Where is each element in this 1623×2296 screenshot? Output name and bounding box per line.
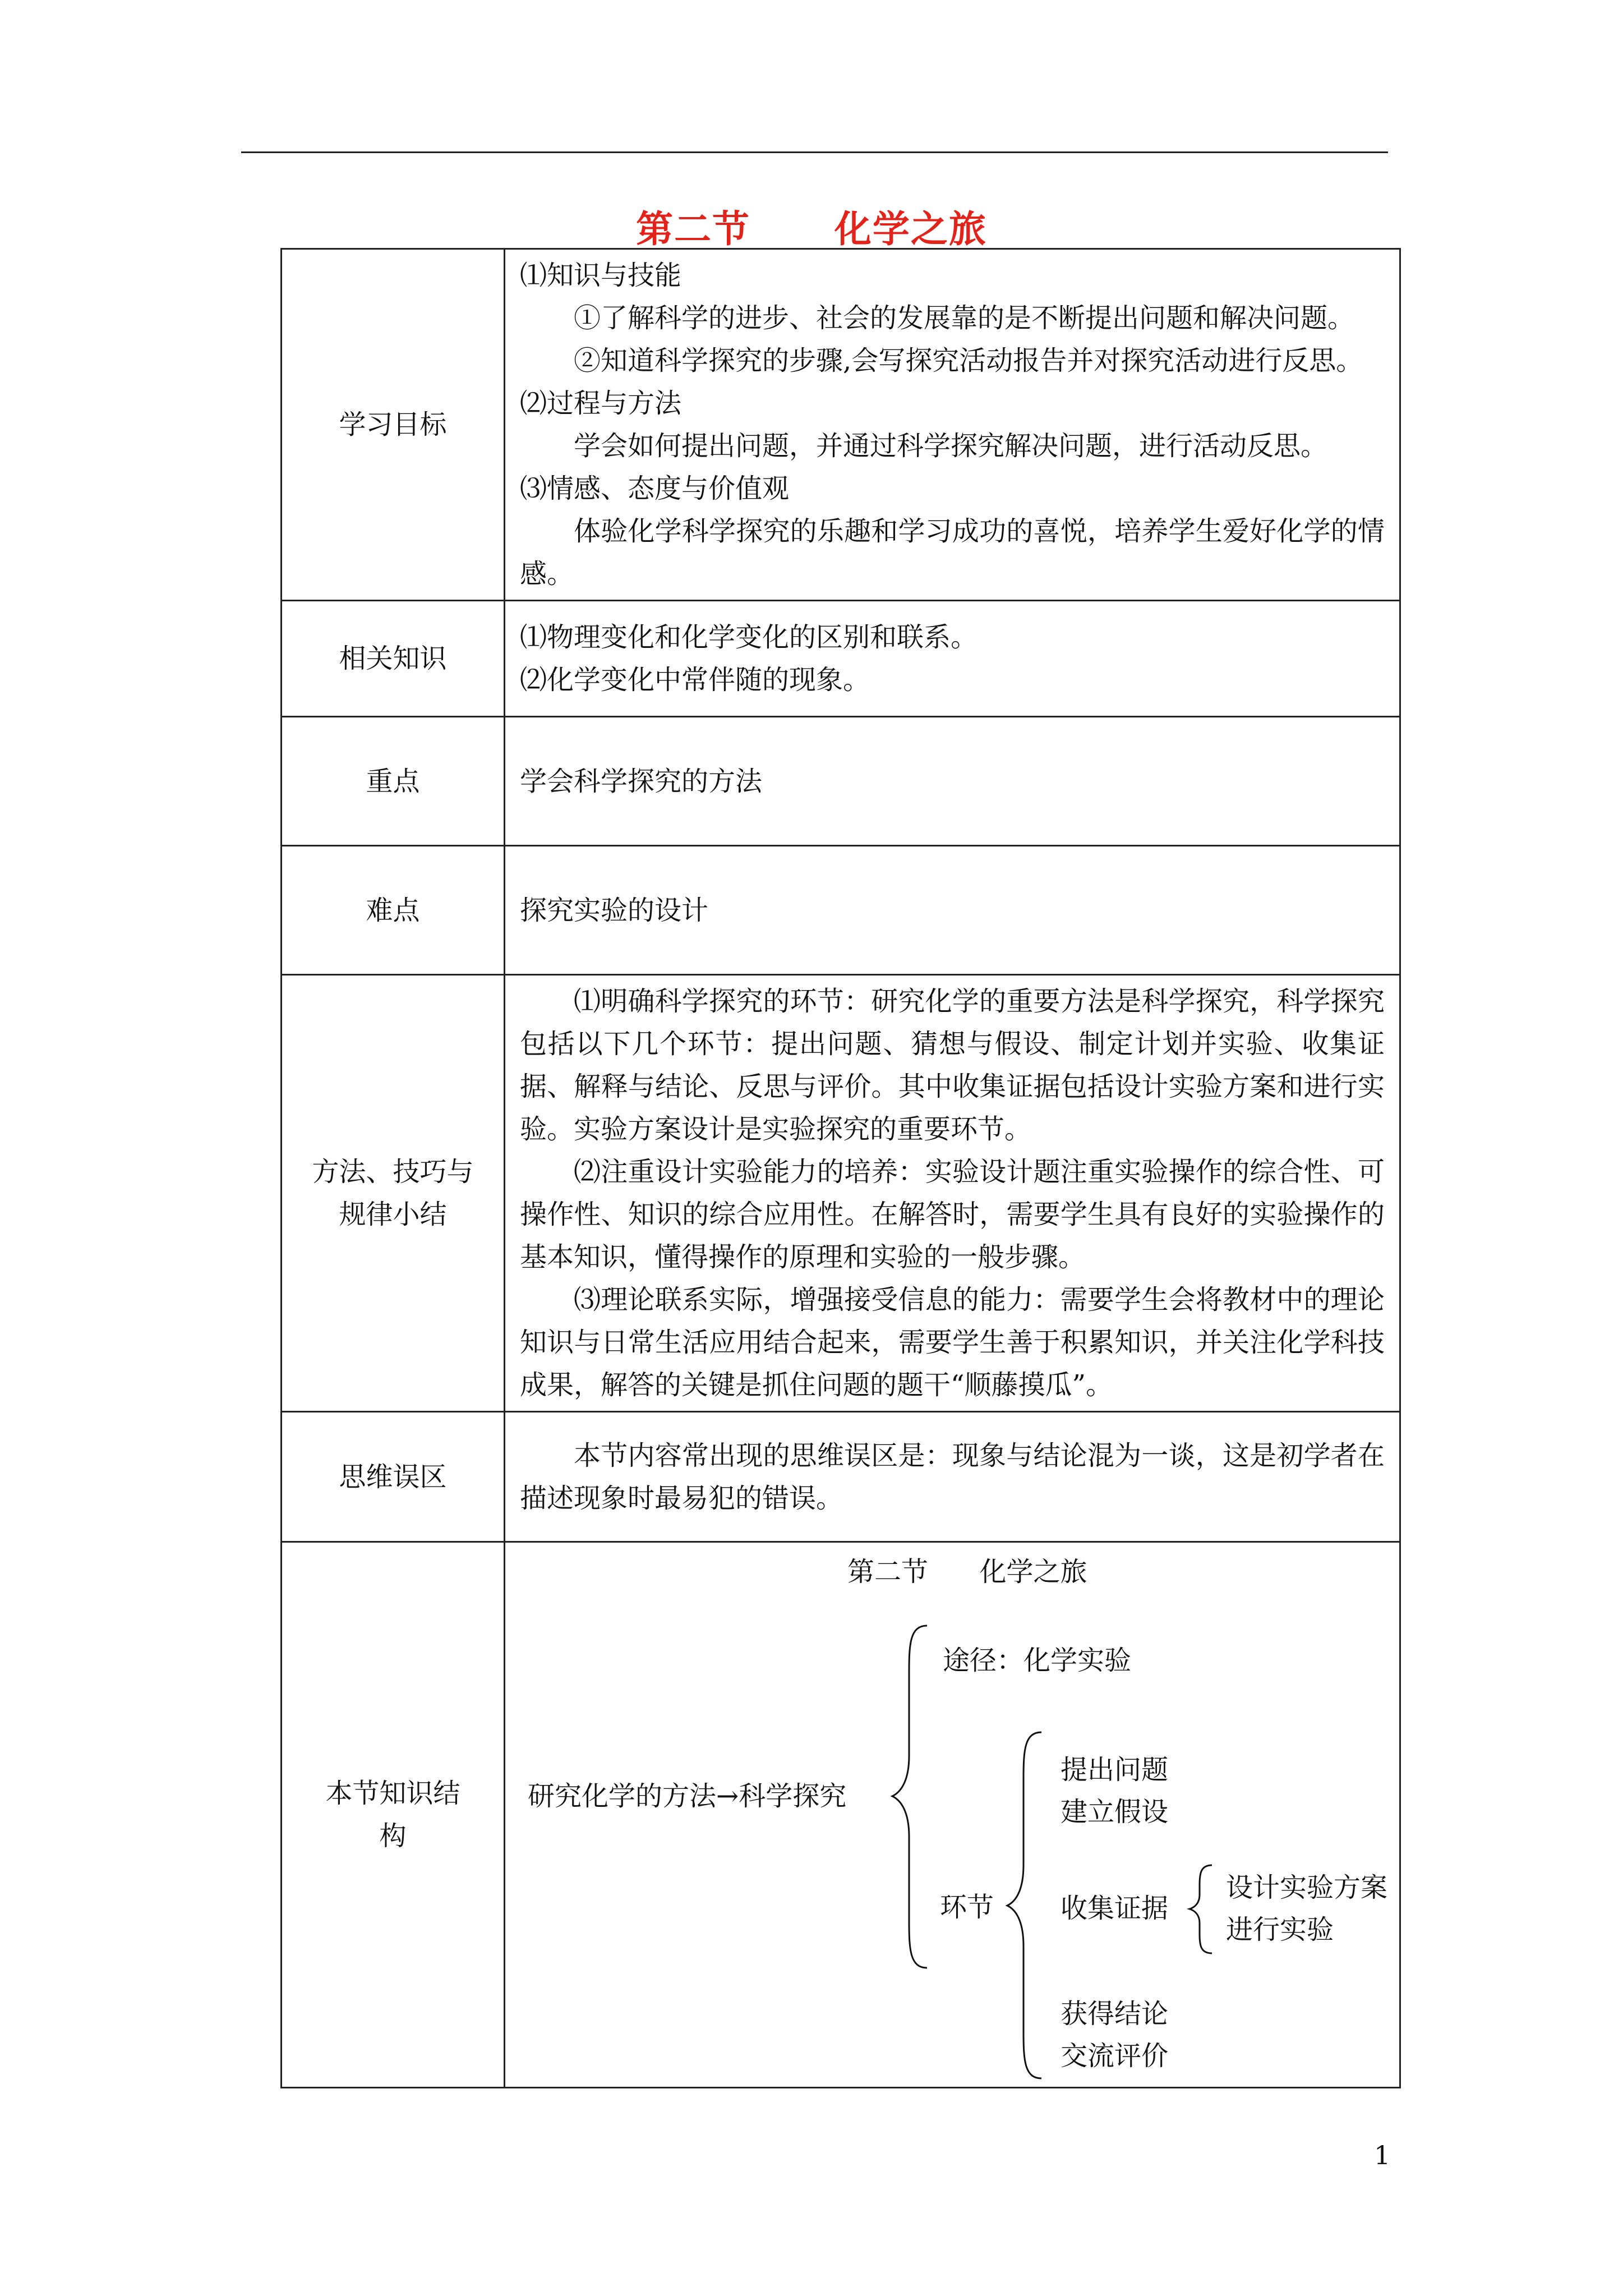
step-1: 提出问题: [1061, 1754, 1169, 1786]
goals-line-4: ⑵过程与方法: [520, 388, 682, 419]
brace-main: [892, 1626, 927, 1968]
row-key: [282, 717, 1400, 846]
related-line-2: ⑵化学变化中常伴随的现象。: [520, 664, 870, 696]
content-key: 学会科学探究的方法: [505, 717, 1400, 846]
page-number: 1: [1374, 2140, 1391, 2170]
structure-label-1: 本节知识结: [325, 1778, 460, 1809]
structure-path: 途径：化学实验: [943, 1645, 1132, 1676]
label-misconception: 思维误区: [282, 1412, 505, 1542]
step-2: 建立假设: [1061, 1796, 1169, 1828]
content-related: [505, 601, 1400, 717]
goals-line-2: ①了解科学的进步、社会的发展靠的是不断提出问题和解决问题。: [574, 302, 1355, 334]
knowledge-structure-diagram: [505, 1543, 1399, 2087]
row-structure: [282, 1542, 1400, 2088]
content-structure: [505, 1542, 1400, 2088]
label-methods: [282, 975, 505, 1412]
brace-lines: [505, 1543, 1425, 2087]
page-title: 第二节 化学之旅: [636, 207, 987, 251]
structure-root: 研究化学的方法→科学探究: [528, 1780, 847, 1812]
brace-steps: [1007, 1732, 1041, 2078]
row-goals: [282, 249, 1400, 601]
step-3b: 进行实验: [1226, 1914, 1334, 1945]
step-3a: 设计实验方案: [1226, 1872, 1388, 1903]
goals-line-6: ⑶情感、态度与价值观: [520, 473, 790, 504]
misconception-text: 本节内容常出现的思维误区是：现象与结论混为一谈，这是初学者在描述现象时最易犯的错误。: [520, 1439, 1385, 1514]
methods-paragraph-2: ⑵注重设计实验能力的培养：实验设计题注重实验操作的综合性、可操作性、知识的综合应用性。在解答时，需要学生具有良好的实验操作的基本知识，懂得操作的原理和实验的一般步骤。: [520, 1156, 1385, 1273]
step-4: 获得结论: [1061, 1998, 1169, 2030]
row-methods: [282, 975, 1400, 1412]
label-key: 重点: [282, 717, 505, 846]
label-related: 相关知识: [282, 601, 505, 717]
goals-line-3: ②知道科学探究的步骤,会写探究活动报告并对探究活动进行反思。: [574, 345, 1363, 376]
methods-paragraph-3: ⑶理论联系实际，增强接受信息的能力：需要学生会将教材中的理论知识与日常生活应用结合起来，需要学生善于积累知识，并关注化学科技成果，解答的关键是抓住问题的题干“顺藤摸瓜”。: [520, 1284, 1385, 1401]
label-structure: [282, 1542, 505, 2088]
goals-line-5: 学会如何提出问题，并通过科学探究解决问题，进行活动反思。: [574, 430, 1328, 462]
row-difficult: [282, 846, 1400, 975]
row-misconception: [282, 1412, 1400, 1542]
label-goals: 学习目标: [282, 249, 505, 601]
brace-evidence: [1189, 1865, 1212, 1953]
structure-heading: 第二节 化学之旅: [847, 1556, 1087, 1588]
step-3: 收集证据: [1061, 1893, 1169, 1924]
lesson-table: [280, 248, 1401, 2088]
row-related: [282, 601, 1400, 717]
related-line-1: ⑴物理变化和化学变化的区别和联系。: [520, 622, 978, 653]
step-5: 交流评价: [1061, 2040, 1169, 2072]
methods-paragraph-1: ⑴明确科学探究的环节：研究化学的重要方法是科学探究，科学探究包括以下几个环节：提出问题、猜想与假设、制定计划并实验、收集证据、解释与结论、反思与评价。其中收集证据包括设计实验方案和进行实验。实验方案设计是实验探究的重要环节。: [520, 986, 1385, 1145]
methods-label-2: 规律小结: [339, 1199, 447, 1230]
label-difficult: 难点: [282, 846, 505, 975]
goals-line-1: ⑴知识与技能: [520, 260, 682, 291]
structure-steps-label: 环节: [940, 1892, 994, 1923]
methods-label-1: 方法、技巧与: [312, 1156, 474, 1188]
goals-line-7: 体验化学科学探究的乐趣和学习成功的喜悦，培养学生爱好化学的情感。: [520, 516, 1385, 590]
content-goals: [505, 249, 1400, 601]
structure-label-2: 构: [379, 1820, 407, 1852]
content-misconception: [505, 1412, 1400, 1542]
content-methods: [505, 975, 1400, 1412]
content-difficult: 探究实验的设计: [505, 846, 1400, 975]
header-rule: [241, 151, 1388, 153]
